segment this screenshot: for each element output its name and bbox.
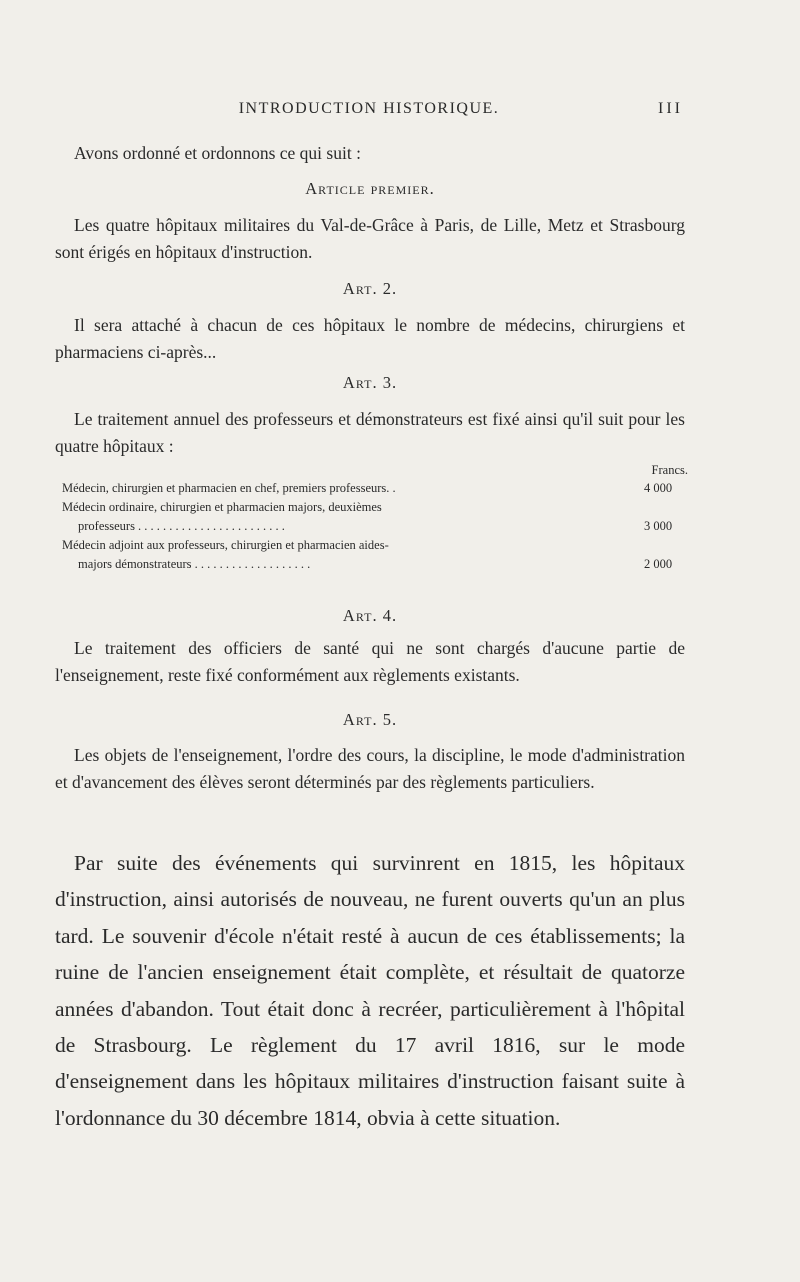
row-label: Médecin ordinaire, chirurgien et pharmacien majors, deuxièmes (62, 500, 382, 514)
closing-paragraph: Par suite des événements qui survinrent en 1815, les hôpitaux d'instruction, ainsi autorisés de nouveau, ne furent ouverts qu'un an plus tard. Le souvenir d'école n'était resté à aucun de ces établissements; la ruine de l'ancien enseignement était complète, et résultait de quatorze années d'abandon. Tout était donc à recréer, particulièrement à l'hôpital de Strasbourg. Le règlement du 17 avril 1816, sur le mode d'enseignement dans les hôpitaux militaires d'instruction faisant suite à l'ordonnance du 30 décembre 1814, obvia à cette situation. (55, 851, 685, 1130)
row-amount: 2 000 (643, 557, 673, 571)
article-2-text: Il sera attaché à chacun de ces hôpitaux le nombre de médecins, chirurgiens et pharmaciens ci-après... (55, 315, 685, 362)
row-amount: 3 000 (643, 519, 673, 533)
row-label-continued: majors démonstrateurs . . . . . . . . . . . . . . . . . . . (78, 557, 311, 571)
running-title: INTRODUCTION HISTORIQUE. (238, 100, 500, 117)
article-5-text: Les objets de l'enseignement, l'ordre des cours, la discipline, le mode d'administration et d'avancement des élèves seront déterminés par des règlements particuliers. (55, 745, 685, 792)
salary-table (62, 463, 688, 574)
page-number: III (658, 100, 683, 117)
article-4-text: Le traitement des officiers de santé qui ne sont chargés d'aucune partie de l'enseignement, reste fixé conformément aux règlements existants. (55, 638, 685, 685)
table-row (62, 498, 688, 536)
row-label-continued: professeurs . . . . . . . . . . . . . . . . . . . . . . . . (78, 519, 285, 533)
row-amount: 4 000 (643, 481, 673, 495)
running-header (55, 100, 683, 124)
article-1-heading: Article premier. (305, 179, 435, 198)
article-2-heading: Art. 2. (342, 279, 398, 298)
row-label: Médecin, chirurgien et pharmacien en chef, premiers professeurs. . (62, 481, 396, 495)
table-row (62, 536, 688, 574)
article-3-heading: Art. 3. (342, 373, 398, 392)
table-row (62, 479, 688, 498)
intro-line: Avons ordonné et ordonnons ce qui suit : (74, 143, 361, 163)
row-label: Médecin adjoint aux professeurs, chirurgien et pharmacien aides- (62, 538, 389, 552)
article-3-text: Le traitement annuel des professeurs et démonstrateurs est fixé ainsi qu'il suit pour les quatre hôpitaux : (55, 409, 685, 456)
article-4-heading: Art. 4. (342, 606, 398, 625)
article-5-heading: Art. 5. (342, 710, 398, 729)
currency-unit: Francs. (651, 463, 688, 477)
article-1-text: Les quatre hôpitaux militaires du Val-de-Grâce à Paris, de Lille, Metz et Strasbourg sont érigés en hôpitaux d'instruction. (55, 215, 685, 262)
